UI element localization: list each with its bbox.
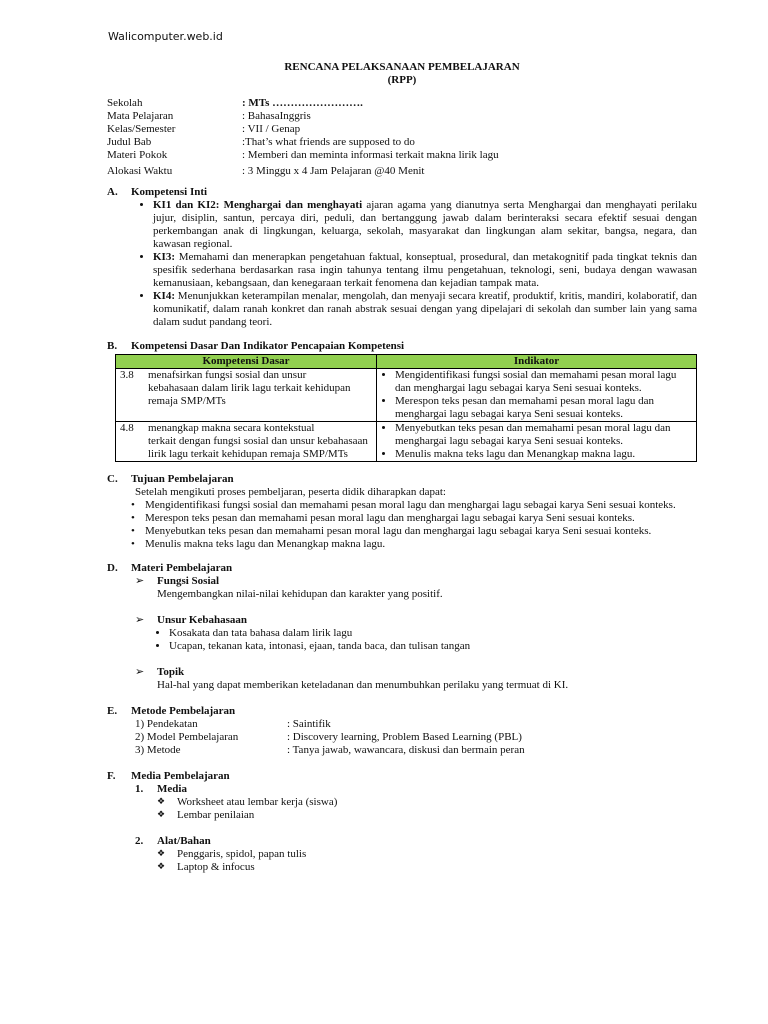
info-row (107, 149, 697, 162)
doc-subtitle: (RPP) (387, 74, 417, 86)
fungsi-sosial-heading: ➢ Fungsi Sosial (135, 575, 220, 587)
info-row (107, 123, 697, 136)
table-row (116, 422, 697, 462)
section-c-heading: C. Tujuan Pembelajaran (107, 473, 234, 485)
list-item: • Merespon teks pesan dan memahami pesan moral lagu dan menghargai lagu sebagai karya Seni sesuai konteks. (395, 395, 692, 421)
list-item: • Ucapan, tekanan kata, intonasi, ejaan, tanda baca, dan tulisan tangan (169, 640, 697, 653)
media-list (107, 796, 697, 822)
section-d-heading: D. Materi Pembelajaran (107, 562, 233, 574)
info-row (107, 165, 697, 178)
info-value: : BahasaInggris (242, 110, 311, 122)
list-item: ❖ Worksheet atau lembar kerja (siswa) (157, 796, 697, 809)
alat-list (107, 848, 697, 874)
table-header: Kompetensi Dasar (116, 355, 377, 369)
section-b-heading: B. Kompetensi Dasar Dan Indikator Pencapaian Kompetensi (107, 340, 405, 352)
section-c-intro: Setelah mengikuti proses pembeljaran, peserta didik diharapkan dapat: (135, 486, 446, 498)
info-label: Sekolah (107, 97, 143, 109)
kd-cell: 4.8 menangkap makna secara kontekstual terkait dengan fungsi sosial dan unsur kebahasaan lirik lagu terkait kehidupan remaja SMP/MTs (116, 422, 377, 462)
list-item: • Merespon teks pesan dan memahami pesan moral lagu dan menghargai lagu sebagai karya Seni sesuai konteks. (131, 512, 697, 525)
kd-cell: 3.8 menafsirkan fungsi sosial dan unsur kebahasaan dalam lirik lagu terkait kehidupan remaja SMP/MTs (116, 369, 377, 422)
document-body (107, 61, 697, 874)
section-e-heading: E. Metode Pembelajaran (107, 705, 236, 717)
list-item: • Mengidentifikasi fungsi sosial dan memahami pesan moral lagu dan menghargai lagu sebagai karya Seni sesuai konteks. (395, 369, 692, 395)
method-row: 1) Pendekatan : Saintifik (135, 718, 331, 730)
list-item: ❖ Laptop & infocus (157, 861, 697, 874)
info-row (107, 136, 697, 149)
list-item: • Menulis makna teks lagu dan Menangkap makna lagu. (131, 538, 697, 551)
info-label: Materi Pokok (107, 149, 168, 161)
section-f-heading: F. Media Pembelajaran (107, 770, 230, 782)
list-item: • Mengidentifikasi fungsi sosial dan memahami pesan moral lagu dan menghargai lagu sebagai karya Seni sesuai konteks. (131, 499, 697, 512)
list-item: • Kosakata dan tata bahasa dalam lirik lagu (169, 627, 697, 640)
info-row (107, 110, 697, 123)
info-value: : MTs ……………………. (242, 97, 363, 109)
info-label: Mata Pelajaran (107, 110, 174, 122)
info-value: : VII / Genap (242, 123, 301, 135)
list-item: ❖ Lembar penilaian (157, 809, 697, 822)
list-item: • KI1 dan KI2: Menghargai dan menghayati ajaran agama yang dianutnya serta Menghargai dan menghayati perilaku jujur, disiplin, santun, percaya diri, peduli, dan bertanggung jawab dalam berinteraksi secara efektif sesuai dengan perkembangan anak di lingkungan, keluarga, sekolah, masyarakat dan lingkungan alam sekitar, bangsa, negara, dan kawasan regional. (153, 199, 697, 251)
info-label: Judul Bab (107, 136, 152, 148)
fungsi-sosial-text: Mengembangkan nilai-nilai kehidupan dan karakter yang positif. (157, 588, 443, 600)
arrow-icon: ➢ (135, 666, 145, 678)
arrow-icon: ➢ (135, 575, 145, 587)
list-item: • KI4: Menunjukkan keterampilan menalar, mengolah, dan menyaji secara kreatif, produktif, kritis, mandiri, kolaboratif, dan komunikatif, dalam ranah konkret dan ranah abstrak sesuai dengan yang dipelajari di sekolah dan sumber lain yang sama dalam sudut pandang teori. (153, 290, 697, 329)
identity-block (107, 97, 697, 178)
doc-title: RENCANA PELAKSANAAN PEMBELAJARAN (284, 61, 520, 73)
info-label: Alokasi Waktu (107, 165, 173, 177)
unsur-list (107, 627, 697, 653)
info-row (107, 97, 697, 110)
section-a-heading: A. Kompetensi Inti (107, 186, 208, 198)
info-value: :That’s what friends are supposed to do (242, 136, 415, 148)
media-heading: 1. Media (135, 783, 187, 795)
kd-indikator-table (115, 354, 697, 462)
info-value: : Memberi dan meminta informasi terkait makna lirik lagu (242, 149, 499, 161)
method-row: 3) Metode : Tanya jawab, wawancara, diskusi dan bermain peran (135, 744, 525, 756)
ki-list (107, 199, 697, 329)
list-item: ❖ Penggaris, spidol, papan tulis (157, 848, 697, 861)
alat-bahan-heading: 2. Alat/Bahan (135, 835, 211, 847)
list-item: • Menyebutkan teks pesan dan memahami pesan moral lagu dan menghargai lagu sebagai karya Seni sesuai konteks. (131, 525, 697, 538)
topik-text: Hal-hal yang dapat memberikan keteladanan dan menumbuhkan perilaku yang termuat di KI. (157, 679, 569, 691)
unsur-kebahasaan-heading: ➢ Unsur Kebahasaan (135, 614, 247, 626)
indikator-cell (377, 369, 697, 422)
list-item: • Menyebutkan teks pesan dan memahami pesan moral lagu dan menghargai lagu sebagai karya Seni sesuai konteks. (395, 422, 692, 448)
method-row: 2) Model Pembelajaran : Discovery learning, Problem Based Learning (PBL) (135, 731, 522, 743)
tujuan-list (107, 499, 697, 551)
info-value: : 3 Minggu x 4 Jam Pelajaran @40 Menit (242, 165, 425, 177)
list-item: • Menulis makna teks lagu dan Menangkap makna lagu. (395, 448, 692, 461)
table-row (116, 369, 697, 422)
table-header: Indikator (377, 355, 697, 369)
topik-heading: ➢ Topik (135, 666, 185, 678)
list-item: • KI3: Memahami dan menerapkan pengetahuan faktual, konseptual, prosedural, dan metakognitif pada tingkat teknis dan spesifik sederhana berdasarkan rasa ingin tahunya tentang ilmu pengetahuan, teknologi, seni, budaya dengan wawasan kemanusiaan, kebangsaan, dan kenegaraan terkait fenomena dan kejadian tampak mata. (153, 251, 697, 290)
arrow-icon: ➢ (135, 614, 145, 626)
site-watermark: Walicomputer.web.id (108, 30, 223, 43)
info-label: Kelas/Semester (107, 123, 176, 135)
indikator-cell (377, 422, 697, 462)
